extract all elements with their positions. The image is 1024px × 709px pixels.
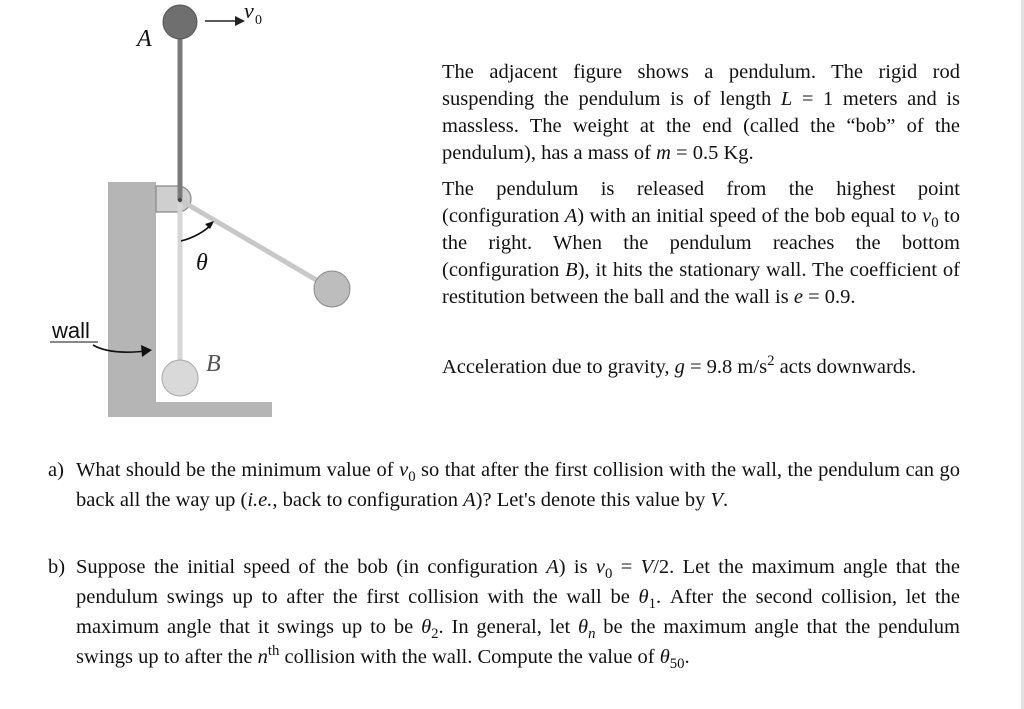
pendulum-figure — [0, 0, 420, 430]
bob-a — [163, 5, 197, 39]
question-b-label: b) — [48, 556, 66, 578]
theta-arrowhead — [205, 221, 214, 229]
pivot-point — [178, 198, 182, 202]
intro-paragraph-3: Acceleration due to gravity, g = 9.8 $m/s^2$ acts downwards. — [442, 353, 917, 378]
label-v0-sub: 0 — [255, 13, 262, 28]
question-a-label: a) — [48, 459, 64, 481]
intro-paragraph-2: The pendulum is released from the highest point (configuration A) with an initial speed of the bob equal to $v_0$ to the right. When the pendulum reaches the bottom (configuration B), it hits the stationary wall. The coefficient of restitution between the ball and the wall is e = 0.9. — [442, 178, 961, 308]
pivot-bracket — [156, 186, 191, 212]
question-b — [48, 552, 960, 672]
label-wall: wall — [52, 318, 90, 343]
label-b: B — [206, 351, 221, 377]
question-a-text: What should be the minimum value of $v_0$ so that after the first collision with the wall, the pendulum can go back all the way up (i.e., back to configuration A)? Let's denote this value by V. — [76, 459, 960, 511]
theta-arc-arrow — [181, 224, 212, 241]
label-theta: θ — [196, 250, 208, 276]
label-a: A — [137, 26, 152, 52]
question-a — [48, 455, 960, 515]
bob-b — [162, 360, 198, 396]
wall-block — [108, 182, 156, 417]
question-b-text: Suppose the initial speed of the bob (in configuration A) is $v_0 = V/2$. Let the maximum angle that the pendulum swings up to after the first collision with the wall be $\theta_1$. After the second collision, let the maximum angle that it swings up to be $\theta_2$. In general, let $\theta_n$ be the maximum angle that the pendulum swings up to after the $n^{th}$ collision with the wall. Compute the value of $\theta_{50}$. — [76, 556, 960, 673]
intro-paragraph-1: The adjacent figure shows a pendulum. The rigid rod suspending the pendulum is of length L = 1 meters and is massless. The weight at the end (called the “bob” of the pendulum), has a mass of m = 0.5 Kg. — [442, 61, 960, 164]
floor — [156, 402, 272, 417]
bob-swinging — [314, 271, 350, 307]
label-v0: v — [244, 0, 254, 23]
